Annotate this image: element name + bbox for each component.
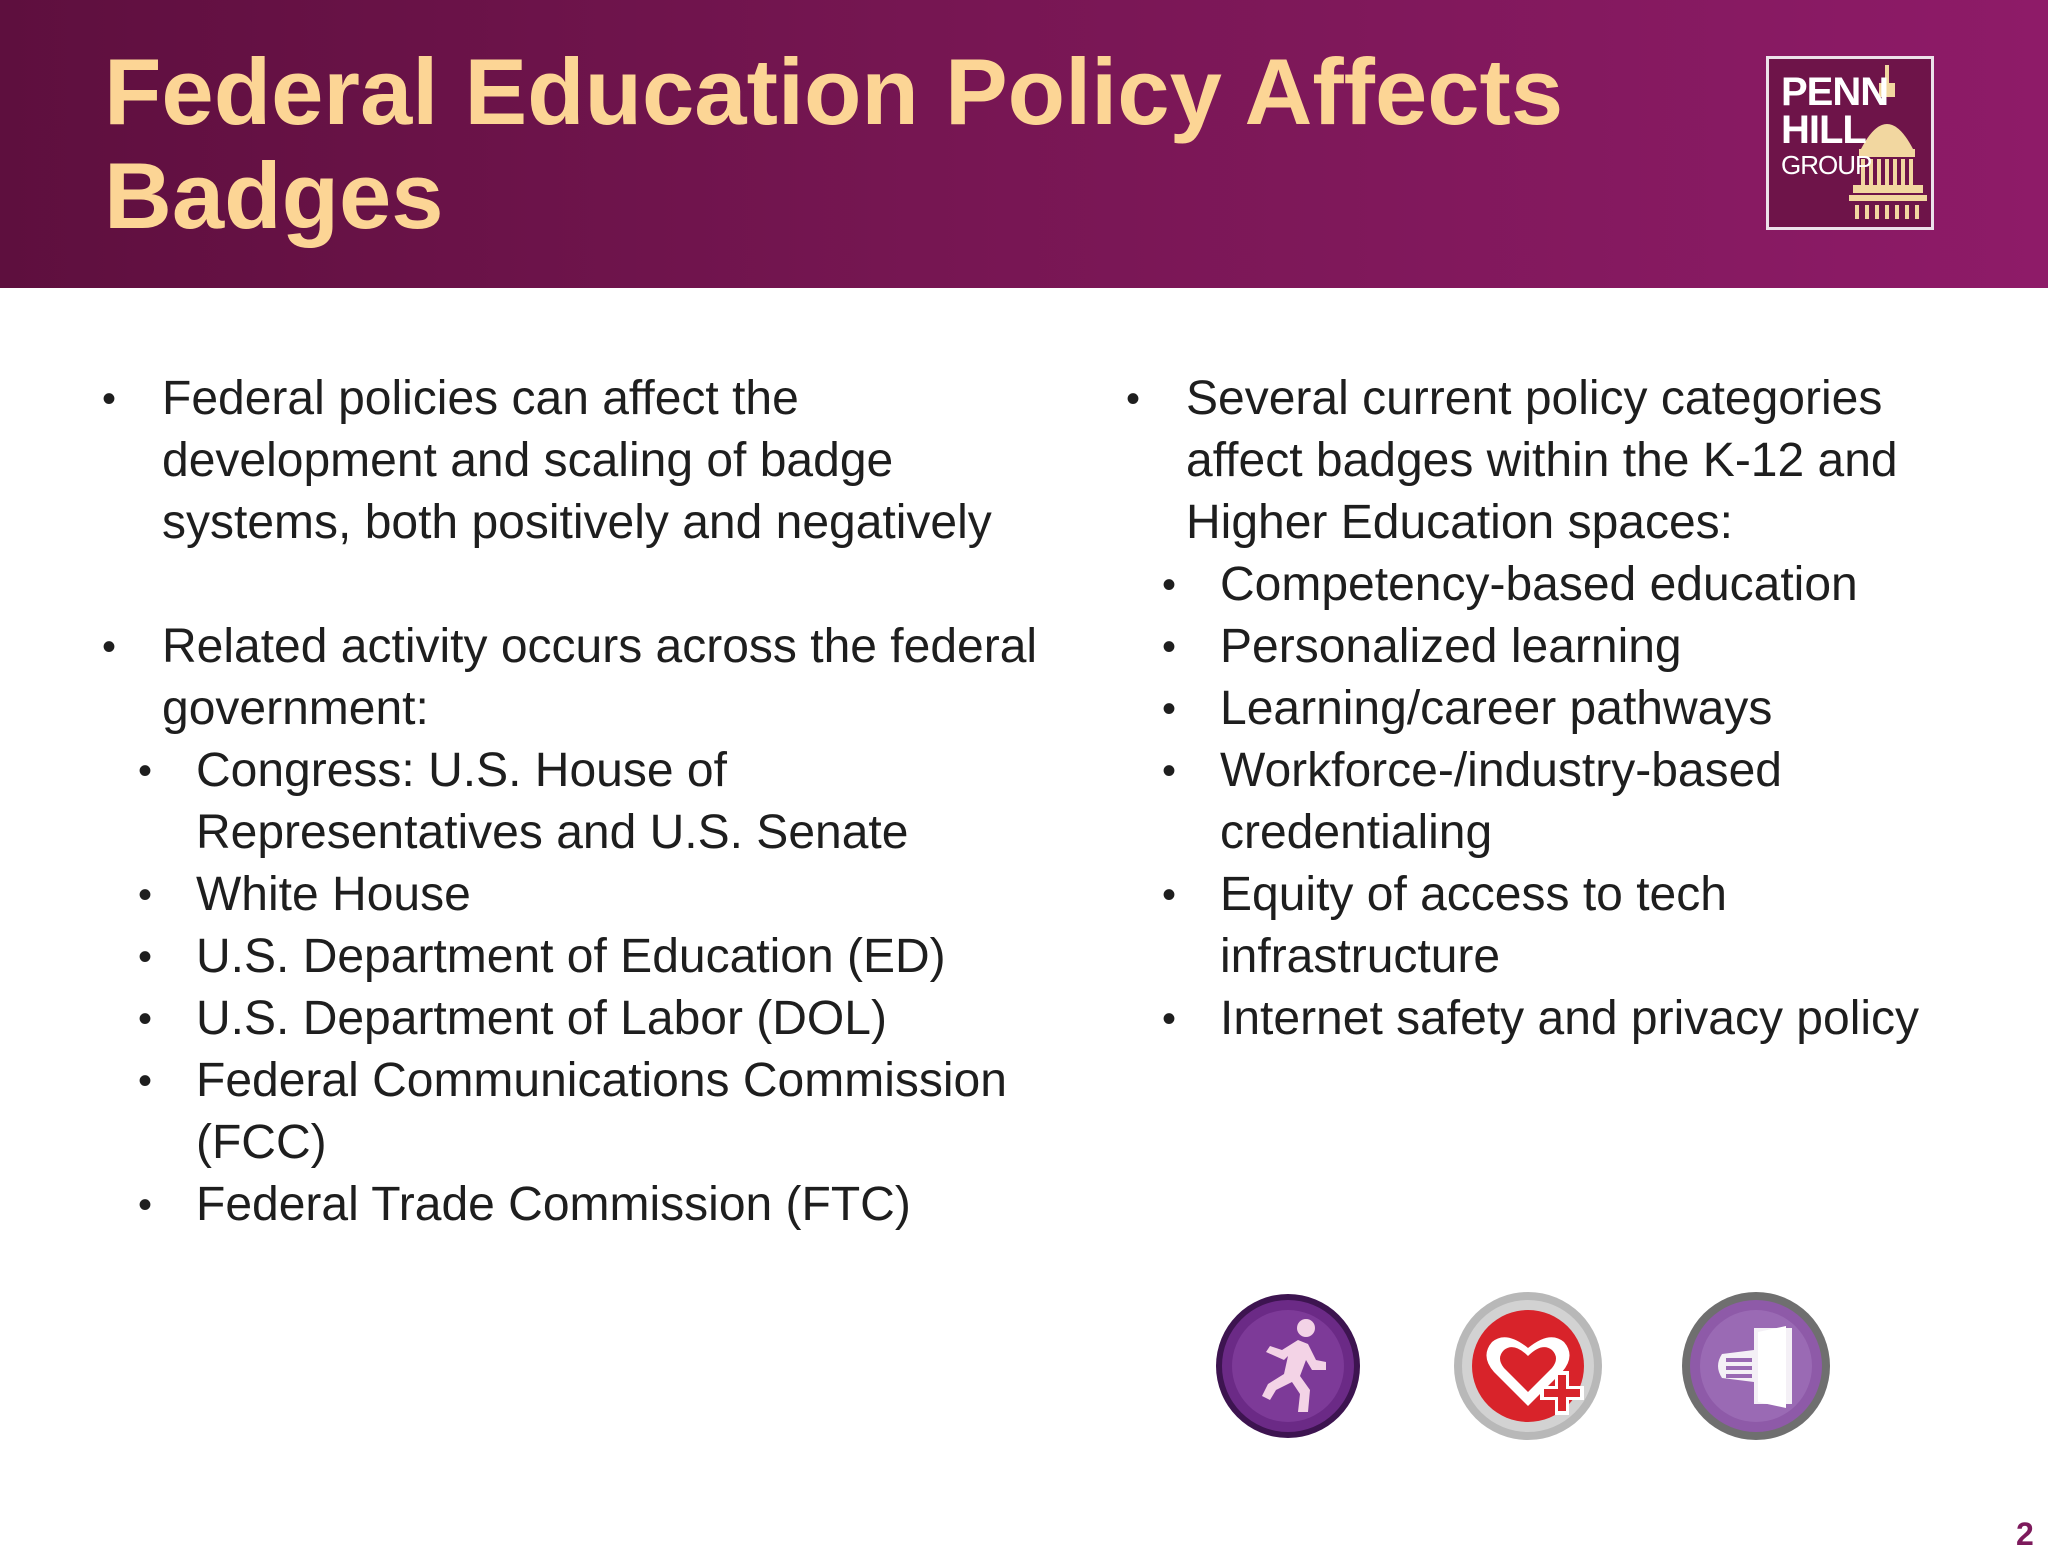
bullet-icon: •	[102, 625, 117, 669]
bullet-icon: •	[1162, 563, 1177, 607]
sub-bullet-text: Workforce-/industry-based credentialing	[1220, 744, 1782, 859]
sub-bullet-text: Federal Communications Commission (FCC)	[196, 1054, 1007, 1169]
sub-bullet-text: U.S. Department of Education (ED)	[196, 930, 946, 983]
sub-bullet-item	[136, 926, 1060, 988]
sub-bullet-item	[1160, 864, 2004, 988]
sub-bullet-item	[1160, 740, 2004, 864]
bullet-icon: •	[138, 873, 153, 917]
bullet-item	[100, 616, 1060, 740]
sub-bullet-text: Personalized learning	[1220, 620, 1682, 673]
sub-bullet-item	[136, 1174, 1060, 1236]
sub-bullet-item	[136, 1050, 1060, 1174]
sub-bullet-text: U.S. Department of Labor (DOL)	[196, 992, 887, 1045]
page-number: 2	[2016, 1516, 2034, 1552]
slide-header	[0, 0, 2048, 288]
sub-bullet-text: Congress: U.S. House of Representatives and U.S. Senate	[196, 744, 909, 859]
bullet-text: Several current policy categories affect badges within the K-12 and Higher Education spaces:	[1186, 372, 1898, 549]
bullet-icon: •	[1162, 687, 1177, 731]
right-sub-bullet-list	[1160, 554, 2004, 1050]
bullet-icon: •	[138, 997, 153, 1041]
left-sub-bullet-list	[136, 740, 1060, 1236]
bullet-text: Federal policies can affect the development and scaling of badge systems, both positively and negatively	[162, 372, 992, 549]
list-spacer	[100, 554, 1060, 616]
bullet-icon: •	[1126, 377, 1141, 421]
right-bullet-list	[1124, 368, 2004, 554]
bullet-icon: •	[138, 1183, 153, 1227]
sub-bullet-item	[1160, 616, 2004, 678]
bullet-text: Related activity occurs across the federal government:	[162, 620, 1038, 735]
heart-plus-icon	[1448, 1290, 1608, 1442]
sub-bullet-text: Equity of access to tech infrastructure	[1220, 868, 1727, 983]
sub-bullet-item	[136, 740, 1060, 864]
bullet-icon: •	[1162, 997, 1177, 1041]
bullet-icon: •	[1162, 625, 1177, 669]
sub-bullet-text: Federal Trade Commission (FTC)	[196, 1178, 911, 1231]
left-bullet-list	[100, 368, 1060, 740]
bullet-icon: •	[138, 1059, 153, 1103]
slide-title: Federal Education Policy Affects Badges	[104, 39, 1564, 248]
sub-bullet-item	[1160, 554, 2004, 616]
logo-text-group: GROUP	[1781, 150, 1872, 180]
sub-bullet-item	[136, 864, 1060, 926]
sub-bullet-text: White House	[196, 868, 471, 921]
penn-hill-group-logo	[1766, 56, 1934, 230]
bullet-icon: •	[1162, 873, 1177, 917]
sub-bullet-text: Learning/career pathways	[1220, 682, 1773, 735]
bullet-icon: •	[1162, 749, 1177, 793]
left-column	[100, 368, 1060, 1236]
sub-bullet-text: Competency-based education	[1220, 558, 1858, 611]
sub-bullet-text: Internet safety and privacy policy	[1220, 992, 1920, 1045]
bullet-icon: •	[138, 749, 153, 793]
bullet-icon: •	[102, 377, 117, 421]
sub-bullet-item	[136, 988, 1060, 1050]
open-door-icon	[1678, 1290, 1834, 1442]
sub-bullet-item	[1160, 678, 2004, 740]
bullet-icon: •	[138, 935, 153, 979]
right-column	[1124, 368, 2004, 1050]
bullet-item	[1124, 368, 2004, 554]
logo-text-penn: PENN	[1781, 70, 1889, 114]
bullet-item	[100, 368, 1060, 554]
running-person-icon	[1212, 1290, 1364, 1442]
sub-bullet-item	[1160, 988, 2004, 1050]
logo-text-hill: HILL	[1781, 108, 1866, 152]
badge-icons-row	[1212, 1290, 1852, 1450]
